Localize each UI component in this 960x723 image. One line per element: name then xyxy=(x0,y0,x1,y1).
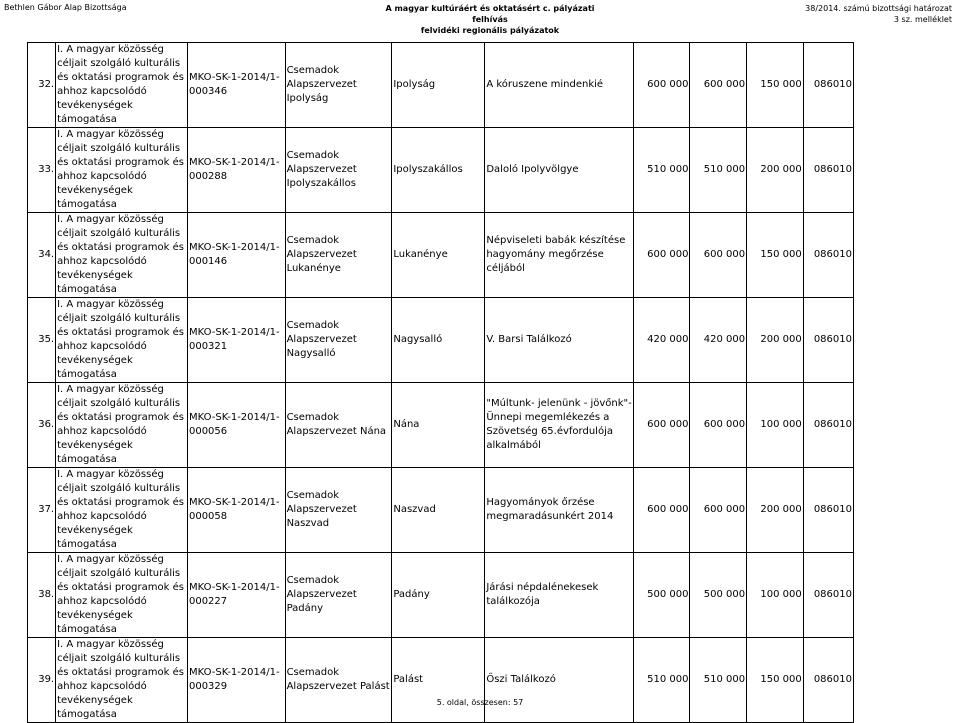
table-row xyxy=(28,213,854,298)
project-title-cell: Járási népdalénekesek találkozója xyxy=(485,553,633,638)
row-number-cell: 39. xyxy=(28,638,56,723)
requested-amount-cell: 600 000 xyxy=(633,213,690,298)
budget-code-cell: 086010 xyxy=(803,43,853,128)
organization-cell: Csemadok Alapszervezet Naszvad xyxy=(285,468,392,553)
table-row xyxy=(28,43,854,128)
eligible-amount-cell: 500 000 xyxy=(690,553,747,638)
program-name-cell: I. A magyar közösség céljait szolgáló kulturális és oktatási programok és ahhoz kapcsolódó tevékenységek támogatása xyxy=(56,43,188,128)
location-cell: Ipolyszakállos xyxy=(392,128,485,213)
budget-code-cell: 086010 xyxy=(803,468,853,553)
project-title-cell: Őszi Találkozó xyxy=(485,638,633,723)
row-number-cell: 32. xyxy=(28,43,56,128)
application-id-cell: MKO-SK-1-2014/1-000146 xyxy=(187,213,285,298)
row-number-cell: 33. xyxy=(28,128,56,213)
table-row xyxy=(28,383,854,468)
awarded-amount-cell: 100 000 xyxy=(747,383,804,468)
program-name-cell: I. A magyar közösség céljait szolgáló kulturális és oktatási programok és ahhoz kapcsolódó tevékenységek támogatása xyxy=(56,383,188,468)
location-cell: Lukanénye xyxy=(392,213,485,298)
location-cell: Naszvad xyxy=(392,468,485,553)
requested-amount-cell: 500 000 xyxy=(633,553,690,638)
location-cell: Padány xyxy=(392,553,485,638)
organization-cell: Csemadok Alapszervezet Padány xyxy=(285,553,392,638)
requested-amount-cell: 600 000 xyxy=(633,468,690,553)
program-name-cell: I. A magyar közösség céljait szolgáló kulturális és oktatási programok és ahhoz kapcsolódó tevékenységek támogatása xyxy=(56,213,188,298)
project-title-cell: "Múltunk- jelenünk - jövőnk"- Ünnepi megemlékezés a Szövetség 65.évfordulója alkalmából xyxy=(485,383,633,468)
awarded-amount-cell: 150 000 xyxy=(747,43,804,128)
awarded-amount-cell: 200 000 xyxy=(747,298,804,383)
grants-table xyxy=(27,42,854,723)
header-decision-line2: 3 sz. melléklet xyxy=(893,15,952,24)
application-id-cell: MKO-SK-1-2014/1-000227 xyxy=(187,553,285,638)
eligible-amount-cell: 510 000 xyxy=(690,128,747,213)
application-id-cell: MKO-SK-1-2014/1-000321 xyxy=(187,298,285,383)
program-name-cell: I. A magyar közösség céljait szolgáló kulturális és oktatási programok és ahhoz kapcsolódó tevékenységek támogatása xyxy=(56,298,188,383)
document-header xyxy=(0,0,960,35)
budget-code-cell: 086010 xyxy=(803,213,853,298)
program-name-cell: I. A magyar közösség céljait szolgáló kulturális és oktatási programok és ahhoz kapcsolódó tevékenységek támogatása xyxy=(56,468,188,553)
budget-code-cell: 086010 xyxy=(803,638,853,723)
application-id-cell: MKO-SK-1-2014/1-000346 xyxy=(187,43,285,128)
header-organization: Bethlen Gábor Alap Bizottsága xyxy=(4,3,127,12)
awarded-amount-cell: 200 000 xyxy=(747,128,804,213)
awarded-amount-cell: 150 000 xyxy=(747,638,804,723)
budget-code-cell: 086010 xyxy=(803,128,853,213)
project-title-cell: V. Barsi Találkozó xyxy=(485,298,633,383)
project-title-cell: Népviseleti babák készítése hagyomány megőrzése céljából xyxy=(485,213,633,298)
header-decision-line1: 38/2014. számú bizottsági határozat xyxy=(805,4,952,13)
location-cell: Ipolyság xyxy=(392,43,485,128)
organization-cell: Csemadok Alapszervezet Lukanénye xyxy=(285,213,392,298)
eligible-amount-cell: 600 000 xyxy=(690,468,747,553)
awarded-amount-cell: 150 000 xyxy=(747,213,804,298)
requested-amount-cell: 420 000 xyxy=(633,298,690,383)
eligible-amount-cell: 600 000 xyxy=(690,213,747,298)
program-name-cell: I. A magyar közösség céljait szolgáló kulturális és oktatási programok és ahhoz kapcsolódó tevékenységek támogatása xyxy=(56,128,188,213)
location-cell: Palást xyxy=(392,638,485,723)
organization-cell: Csemadok Alapszervezet Nána xyxy=(285,383,392,468)
application-id-cell: MKO-SK-1-2014/1-000058 xyxy=(187,468,285,553)
project-title-cell: A kóruszene mindenkié xyxy=(485,43,633,128)
awarded-amount-cell: 100 000 xyxy=(747,553,804,638)
application-id-cell: MKO-SK-1-2014/1-000288 xyxy=(187,128,285,213)
grants-table-body xyxy=(28,43,854,723)
organization-cell: Csemadok Alapszervezet Ipolyság xyxy=(285,43,392,128)
organization-cell: Csemadok Alapszervezet Nagysalló xyxy=(285,298,392,383)
row-number-cell: 37. xyxy=(28,468,56,553)
row-number-cell: 34. xyxy=(28,213,56,298)
header-call-title-line1: A magyar kultúráért és oktatásért c. pályázati felhívás xyxy=(385,4,595,24)
location-cell: Nána xyxy=(392,383,485,468)
project-title-cell: Hagyományok őrzése megmaradásunkért 2014 xyxy=(485,468,633,553)
eligible-amount-cell: 600 000 xyxy=(690,43,747,128)
organization-cell: Csemadok Alapszervezet Palást xyxy=(285,638,392,723)
table-row xyxy=(28,298,854,383)
eligible-amount-cell: 510 000 xyxy=(690,638,747,723)
header-call-title xyxy=(380,3,600,36)
awarded-amount-cell: 200 000 xyxy=(747,468,804,553)
budget-code-cell: 086010 xyxy=(803,383,853,468)
table-row xyxy=(28,638,854,723)
requested-amount-cell: 600 000 xyxy=(633,43,690,128)
table-row xyxy=(28,468,854,553)
page-footer: 5. oldal, összesen: 57 xyxy=(436,698,524,707)
eligible-amount-cell: 600 000 xyxy=(690,383,747,468)
application-id-cell: MKO-SK-1-2014/1-000329 xyxy=(187,638,285,723)
table-row xyxy=(28,553,854,638)
header-call-title-line2: felvidéki regionális pályázatok xyxy=(420,26,560,35)
row-number-cell: 36. xyxy=(28,383,56,468)
application-id-cell: MKO-SK-1-2014/1-000056 xyxy=(187,383,285,468)
row-number-cell: 38. xyxy=(28,553,56,638)
header-decision-ref xyxy=(805,3,952,25)
organization-cell: Csemadok Alapszervezet Ipolyszakállos xyxy=(285,128,392,213)
program-name-cell: I. A magyar közösség céljait szolgáló kulturális és oktatási programok és ahhoz kapcsolódó tevékenységek támogatása xyxy=(56,553,188,638)
table-row xyxy=(28,128,854,213)
project-title-cell: Daloló Ipolyvölgye xyxy=(485,128,633,213)
program-name-cell: I. A magyar közösség céljait szolgáló kulturális és oktatási programok és ahhoz kapcsolódó tevékenységek támogatása xyxy=(56,638,188,723)
budget-code-cell: 086010 xyxy=(803,298,853,383)
requested-amount-cell: 510 000 xyxy=(633,638,690,723)
budget-code-cell: 086010 xyxy=(803,553,853,638)
eligible-amount-cell: 420 000 xyxy=(690,298,747,383)
requested-amount-cell: 600 000 xyxy=(633,383,690,468)
requested-amount-cell: 510 000 xyxy=(633,128,690,213)
row-number-cell: 35. xyxy=(28,298,56,383)
location-cell: Nagysalló xyxy=(392,298,485,383)
